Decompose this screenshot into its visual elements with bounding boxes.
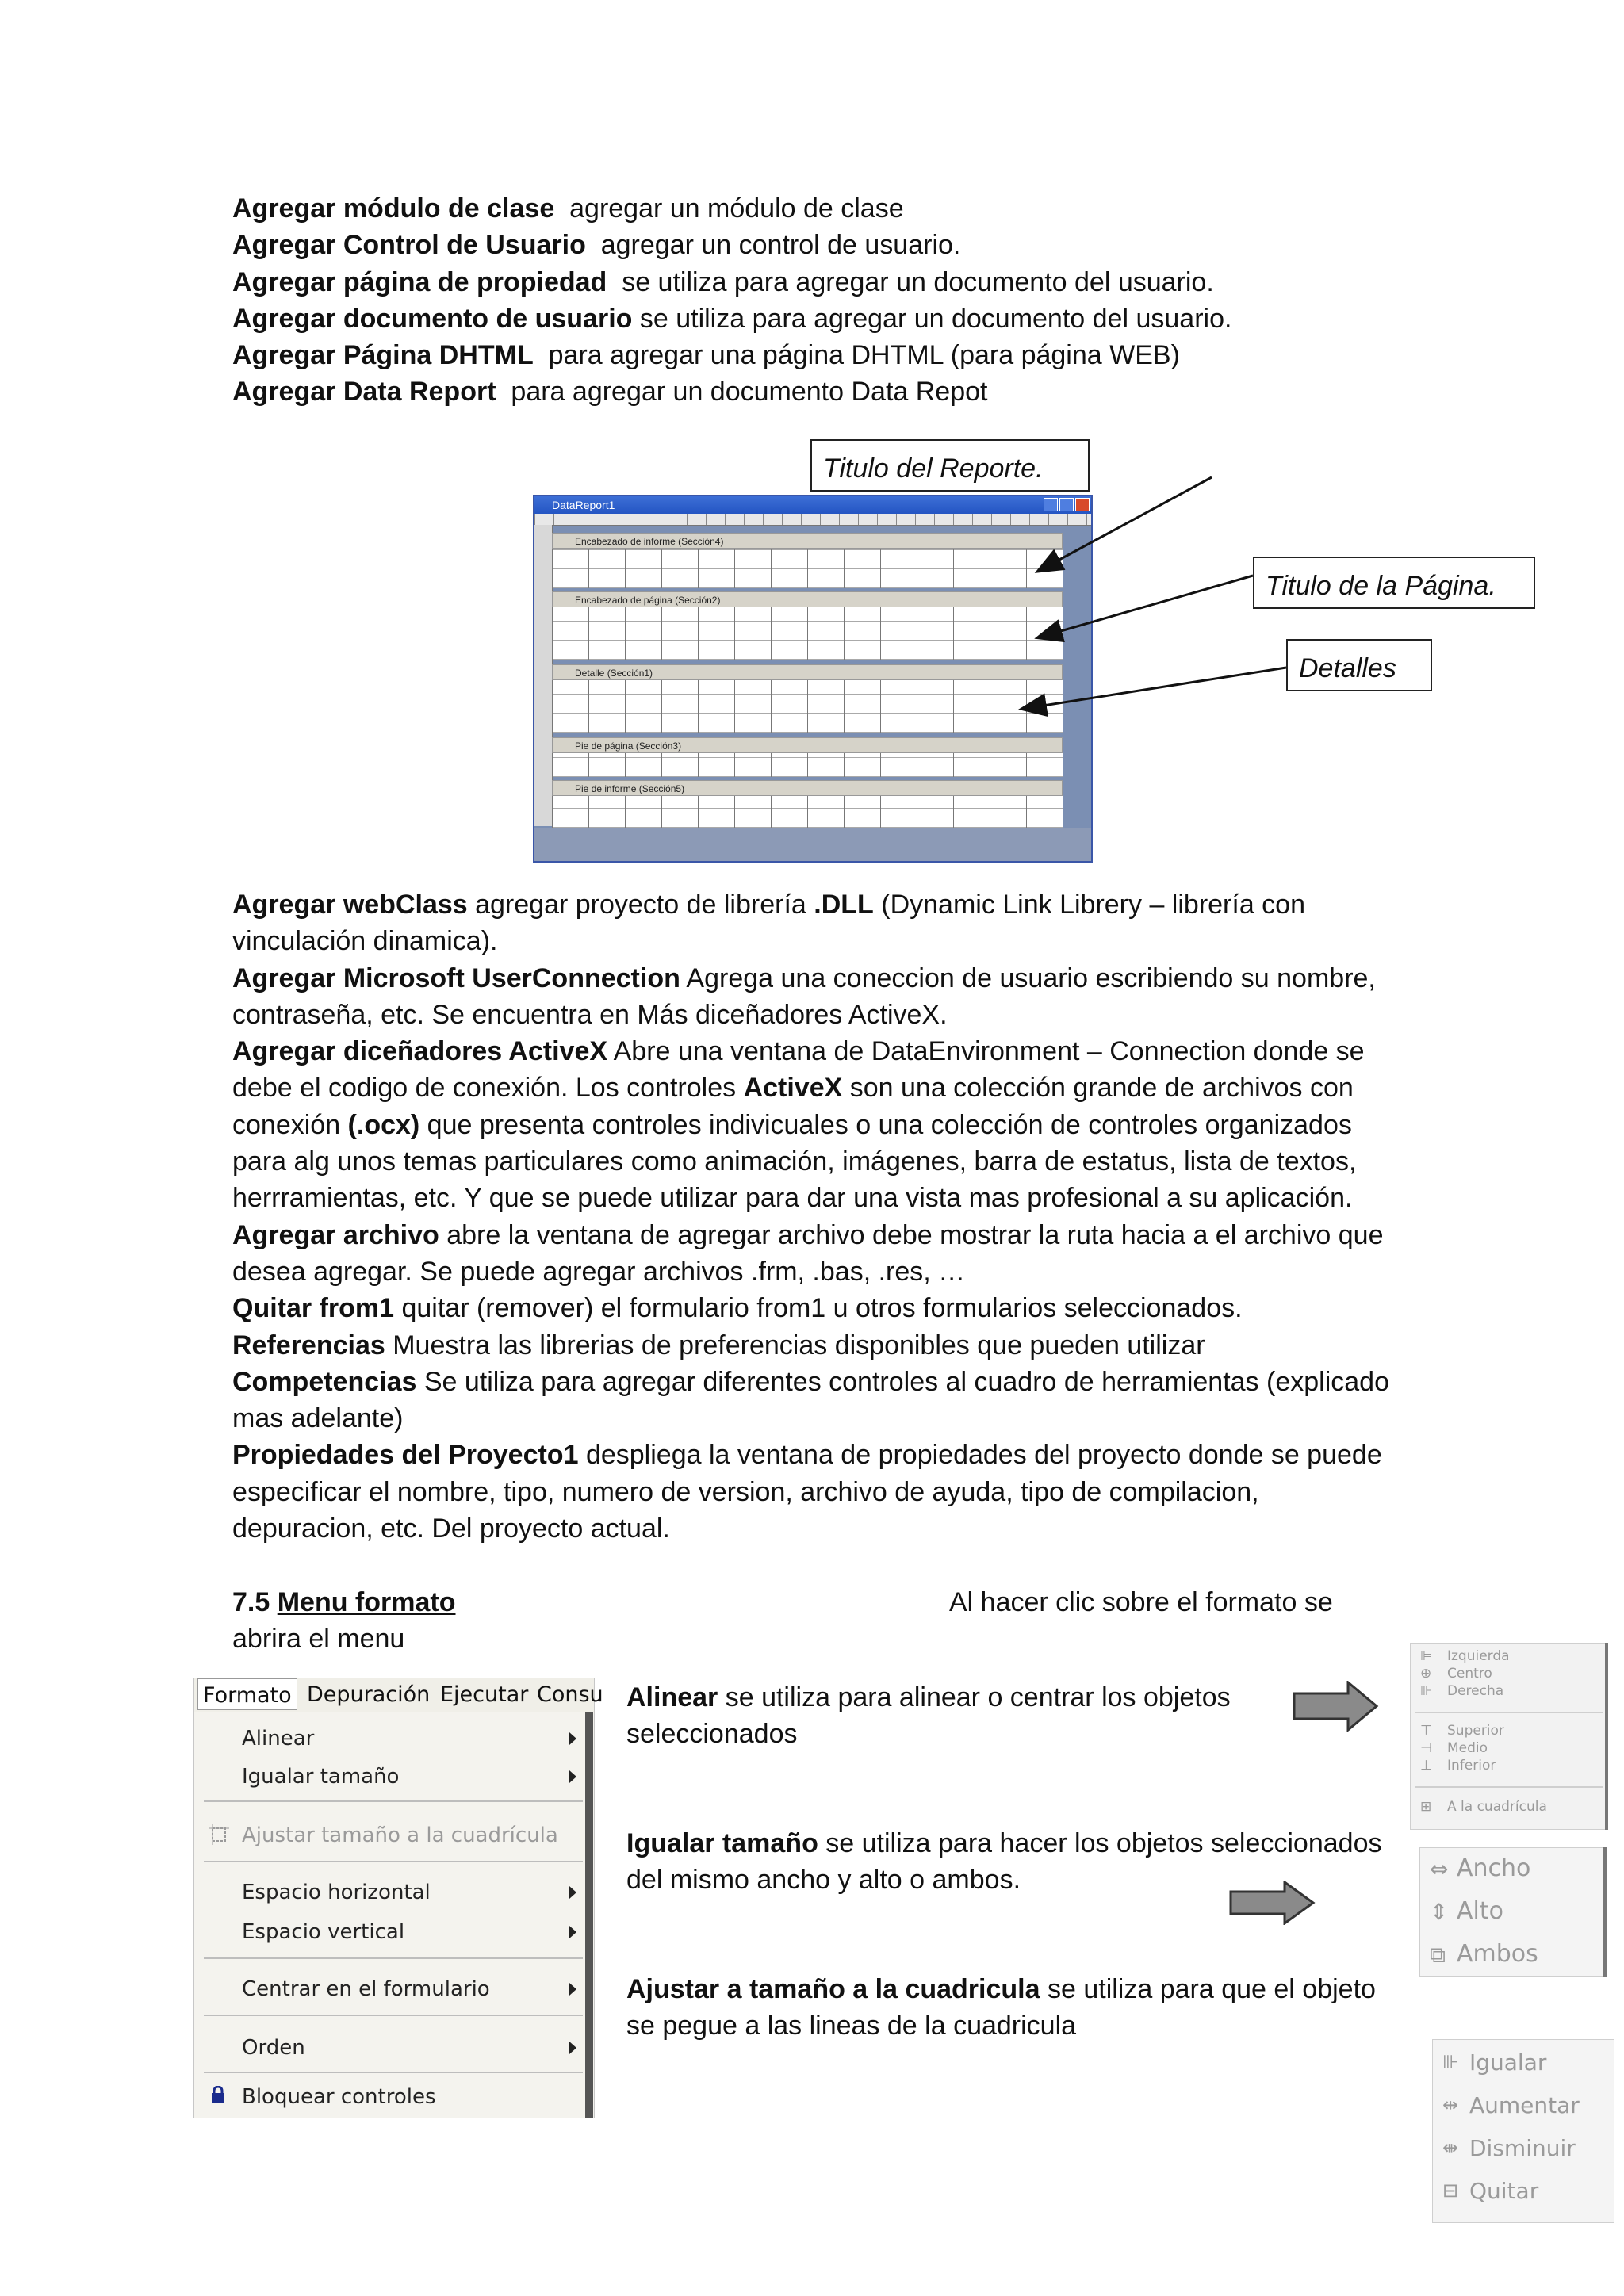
submenu-igualar-tamano bbox=[1419, 1847, 1607, 1977]
spacing-equal-icon: ⊪ bbox=[1442, 2051, 1459, 2073]
menu-separator bbox=[204, 1861, 583, 1862]
submenu-item[interactable]: Alto bbox=[1457, 1897, 1503, 1925]
submenu-arrow-icon bbox=[569, 1886, 576, 1899]
lock-icon bbox=[210, 2086, 226, 2103]
menu-separator bbox=[204, 2015, 583, 2016]
submenu-edge bbox=[1605, 1643, 1608, 1830]
submenu-arrow-icon bbox=[569, 1770, 576, 1783]
align-center-icon: ⊕ bbox=[1420, 1666, 1432, 1682]
item-property-page: Agregar página de propiedad se utiliza para agregar un documento del usuario. bbox=[232, 266, 1214, 297]
section-intro-cont: abrira el menu bbox=[232, 1624, 405, 1654]
menu-separator bbox=[204, 1800, 583, 1802]
explain-ajustar: Ajustar a tamaño a la cuadricula se utiliza para que el objeto se pegue a las lineas de la cuadricula bbox=[626, 1974, 1376, 2041]
section-header[interactable]: Detalle (Sección1) bbox=[552, 664, 1063, 680]
menu-item-ajustar-cuadricula: Ajustar tamaño a la cuadrícula bbox=[242, 1823, 558, 1847]
align-middle-icon: ⊣ bbox=[1420, 1740, 1432, 1756]
same-width-icon: ⇔ bbox=[1430, 1856, 1449, 1882]
submenu-separator bbox=[1415, 1786, 1603, 1788]
submenu-item[interactable]: Centro bbox=[1447, 1666, 1492, 1682]
menu-depuracion[interactable]: Depuración bbox=[307, 1682, 431, 1707]
submenu-item[interactable]: Medio bbox=[1447, 1740, 1488, 1756]
para-quitar: Quitar from1 quitar (remover) el formulario from1 u otros formularios seleccionados. bbox=[232, 1293, 1243, 1324]
submenu-item[interactable]: Igualar bbox=[1469, 2049, 1547, 2076]
callout-report-title: Titulo del Reporte. bbox=[810, 439, 1090, 492]
align-left-icon: ⊫ bbox=[1420, 1648, 1432, 1664]
submenu-item[interactable]: Quitar bbox=[1469, 2178, 1539, 2204]
arrow-page-title bbox=[1039, 576, 1253, 637]
para-activex: Agregar diceñadores ActiveX Abre una ventana de DataEnvironment – Connection donde se debe el codigo de conexión. Los controles ActiveX son una colección grande de archivos con conexión (.ocx) que presenta controles indivicuales o una colección de controles organizados para alg unos temas particulares como animación, imágenes, barra de estatus, lista de textos, herrramientas, etc. Y que se puede utilizar para dar una vista mas profesional a su aplicación. bbox=[232, 1036, 1365, 1214]
submenu-arrow-icon bbox=[569, 2042, 576, 2054]
section-header[interactable]: Pie de página (Sección3) bbox=[552, 737, 1063, 753]
spacing-remove-icon: ⊟ bbox=[1442, 2179, 1459, 2202]
explain-igualar: Igualar tamaño se utiliza para hacer los objetos seleccionados del mismo ancho y alto o ambos. bbox=[626, 1828, 1382, 1895]
menubar bbox=[194, 1678, 603, 1712]
callout-page-title: Titulo de la Página. bbox=[1253, 557, 1535, 609]
submenu-item[interactable]: Ancho bbox=[1457, 1854, 1531, 1882]
submenu-item[interactable]: Aumentar bbox=[1469, 2092, 1580, 2118]
arrow-report-title bbox=[1039, 477, 1212, 571]
align-right-icon: ⊪ bbox=[1420, 1683, 1432, 1699]
menu-formato[interactable]: Formato bbox=[197, 1678, 297, 1710]
menu-separator bbox=[204, 2072, 583, 2073]
block-arrow-right-icon bbox=[1293, 1681, 1380, 1732]
menu-consulta[interactable]: Consu bbox=[537, 1682, 603, 1707]
menu-item-espacio-vertical[interactable]: Espacio vertical bbox=[242, 1920, 405, 1944]
same-height-icon: ⇕ bbox=[1430, 1899, 1449, 1925]
callout-arrows bbox=[0, 0, 1624, 872]
spacing-increase-icon: ⇹ bbox=[1442, 2094, 1459, 2116]
para-competencias: Competencias Se utiliza para agregar diferentes controles al cuadro de herramientas (explicado mas adelante) bbox=[232, 1366, 1389, 1434]
submenu-arrow-icon bbox=[569, 1732, 576, 1745]
body-paragraphs bbox=[232, 886, 1406, 1547]
grid-icon bbox=[209, 1824, 229, 1845]
para-propiedades: Propiedades del Proyecto1 despliega la ventana de propiedades del proyecto donde se puede especificar el nombre, tipo, numero de version, archivo de ayuda, tipo de compilacion, depuracion, etc. Del proyecto actual. bbox=[232, 1440, 1382, 1544]
submenu-arrow-icon bbox=[569, 1926, 576, 1938]
align-top-icon: ⊤ bbox=[1420, 1723, 1432, 1739]
submenu-item[interactable]: Disminuir bbox=[1469, 2135, 1576, 2161]
section-header[interactable]: Encabezado de informe (Sección4) bbox=[552, 533, 1063, 549]
menu-separator bbox=[204, 1957, 583, 1959]
item-user-document: Agregar documento de usuario se utiliza para agregar un documento del usuario. bbox=[232, 303, 1232, 334]
align-grid-icon: ⊞ bbox=[1420, 1799, 1432, 1815]
menu-item-centrar-formulario[interactable]: Centrar en el formulario bbox=[242, 1977, 490, 2001]
para-referencias: Referencias Muestra las librerias de preferencias disponibles que pueden utilizar bbox=[232, 1330, 1205, 1360]
window-title: DataReport1 bbox=[534, 496, 1091, 514]
block-arrow-right-icon bbox=[1229, 1881, 1316, 1925]
submenu-item[interactable]: A la cuadrícula bbox=[1447, 1799, 1547, 1815]
same-size-icon: ⧉ bbox=[1430, 1942, 1446, 1968]
callout-details: Detalles bbox=[1286, 639, 1432, 691]
submenu-edge bbox=[1603, 1847, 1607, 1977]
item-user-control: Agregar Control de Usuario agregar un control de usuario. bbox=[232, 230, 961, 261]
item-dhtml-page: Agregar Página DHTML para agregar una página DHTML (para página WEB) bbox=[232, 340, 1180, 371]
submenu-separator bbox=[1415, 1712, 1603, 1713]
explain-alinear: Alinear se utiliza para alinear o centrar los objetos seleccionados bbox=[626, 1682, 1231, 1749]
arrow-details bbox=[1023, 668, 1286, 709]
submenu-item[interactable]: Izquierda bbox=[1447, 1648, 1510, 1664]
submenu-arrow-icon bbox=[569, 1983, 576, 1996]
section-header[interactable]: Pie de informe (Sección5) bbox=[552, 780, 1063, 796]
menu-ejecutar[interactable]: Ejecutar bbox=[440, 1682, 529, 1707]
submenu-item[interactable]: Derecha bbox=[1447, 1683, 1504, 1699]
menu-item-espacio-horizontal[interactable]: Espacio horizontal bbox=[242, 1881, 431, 1904]
item-data-report: Agregar Data Report para agregar un documento Data Repot bbox=[232, 377, 988, 408]
submenu-item[interactable]: Superior bbox=[1447, 1723, 1504, 1739]
menu-item-bloquear-controles[interactable]: Bloquear controles bbox=[242, 2085, 436, 2109]
menu-item-igualar-tamano[interactable]: Igualar tamaño bbox=[242, 1765, 400, 1789]
item-class-module: Agregar módulo de clase agregar un módulo de clase bbox=[232, 193, 904, 224]
menu-item-orden[interactable]: Orden bbox=[242, 2036, 305, 2060]
submenu-alinear bbox=[1410, 1643, 1608, 1830]
formato-menu bbox=[193, 1678, 603, 2118]
align-bottom-icon: ⊥ bbox=[1420, 1758, 1432, 1774]
para-archivo: Agregar archivo abre la ventana de agregar archivo debe mostrar la ruta hacia a el archivo que desea agregar. Se puede agregar archivos .frm, .bas, .res, … bbox=[232, 1219, 1384, 1287]
spacing-decrease-icon: ⇼ bbox=[1442, 2137, 1459, 2159]
submenu-item[interactable]: Ambos bbox=[1457, 1940, 1538, 1968]
para-userconnection: Agregar Microsoft UserConnection Agrega una coneccion de usuario escribiendo su nombre, contraseña, etc. Se encuentra en Más diceñadores ActiveX. bbox=[232, 962, 1376, 1030]
section-heading: 7.5 Menu formato bbox=[232, 1587, 456, 1617]
menu-item-alinear[interactable]: Alinear bbox=[242, 1727, 315, 1751]
section-intro: Al hacer clic sobre el formato se bbox=[949, 1587, 1333, 1617]
para-webclass: Agregar webClass agregar proyecto de librería .DLL (Dynamic Link Librery – librería con vinculación dinamica). bbox=[232, 890, 1305, 957]
submenu-item[interactable]: Inferior bbox=[1447, 1758, 1496, 1774]
menu-shadow-strip bbox=[585, 1712, 593, 2118]
submenu-espacio bbox=[1432, 2039, 1614, 2223]
section-header[interactable]: Encabezado de página (Sección2) bbox=[552, 591, 1063, 607]
